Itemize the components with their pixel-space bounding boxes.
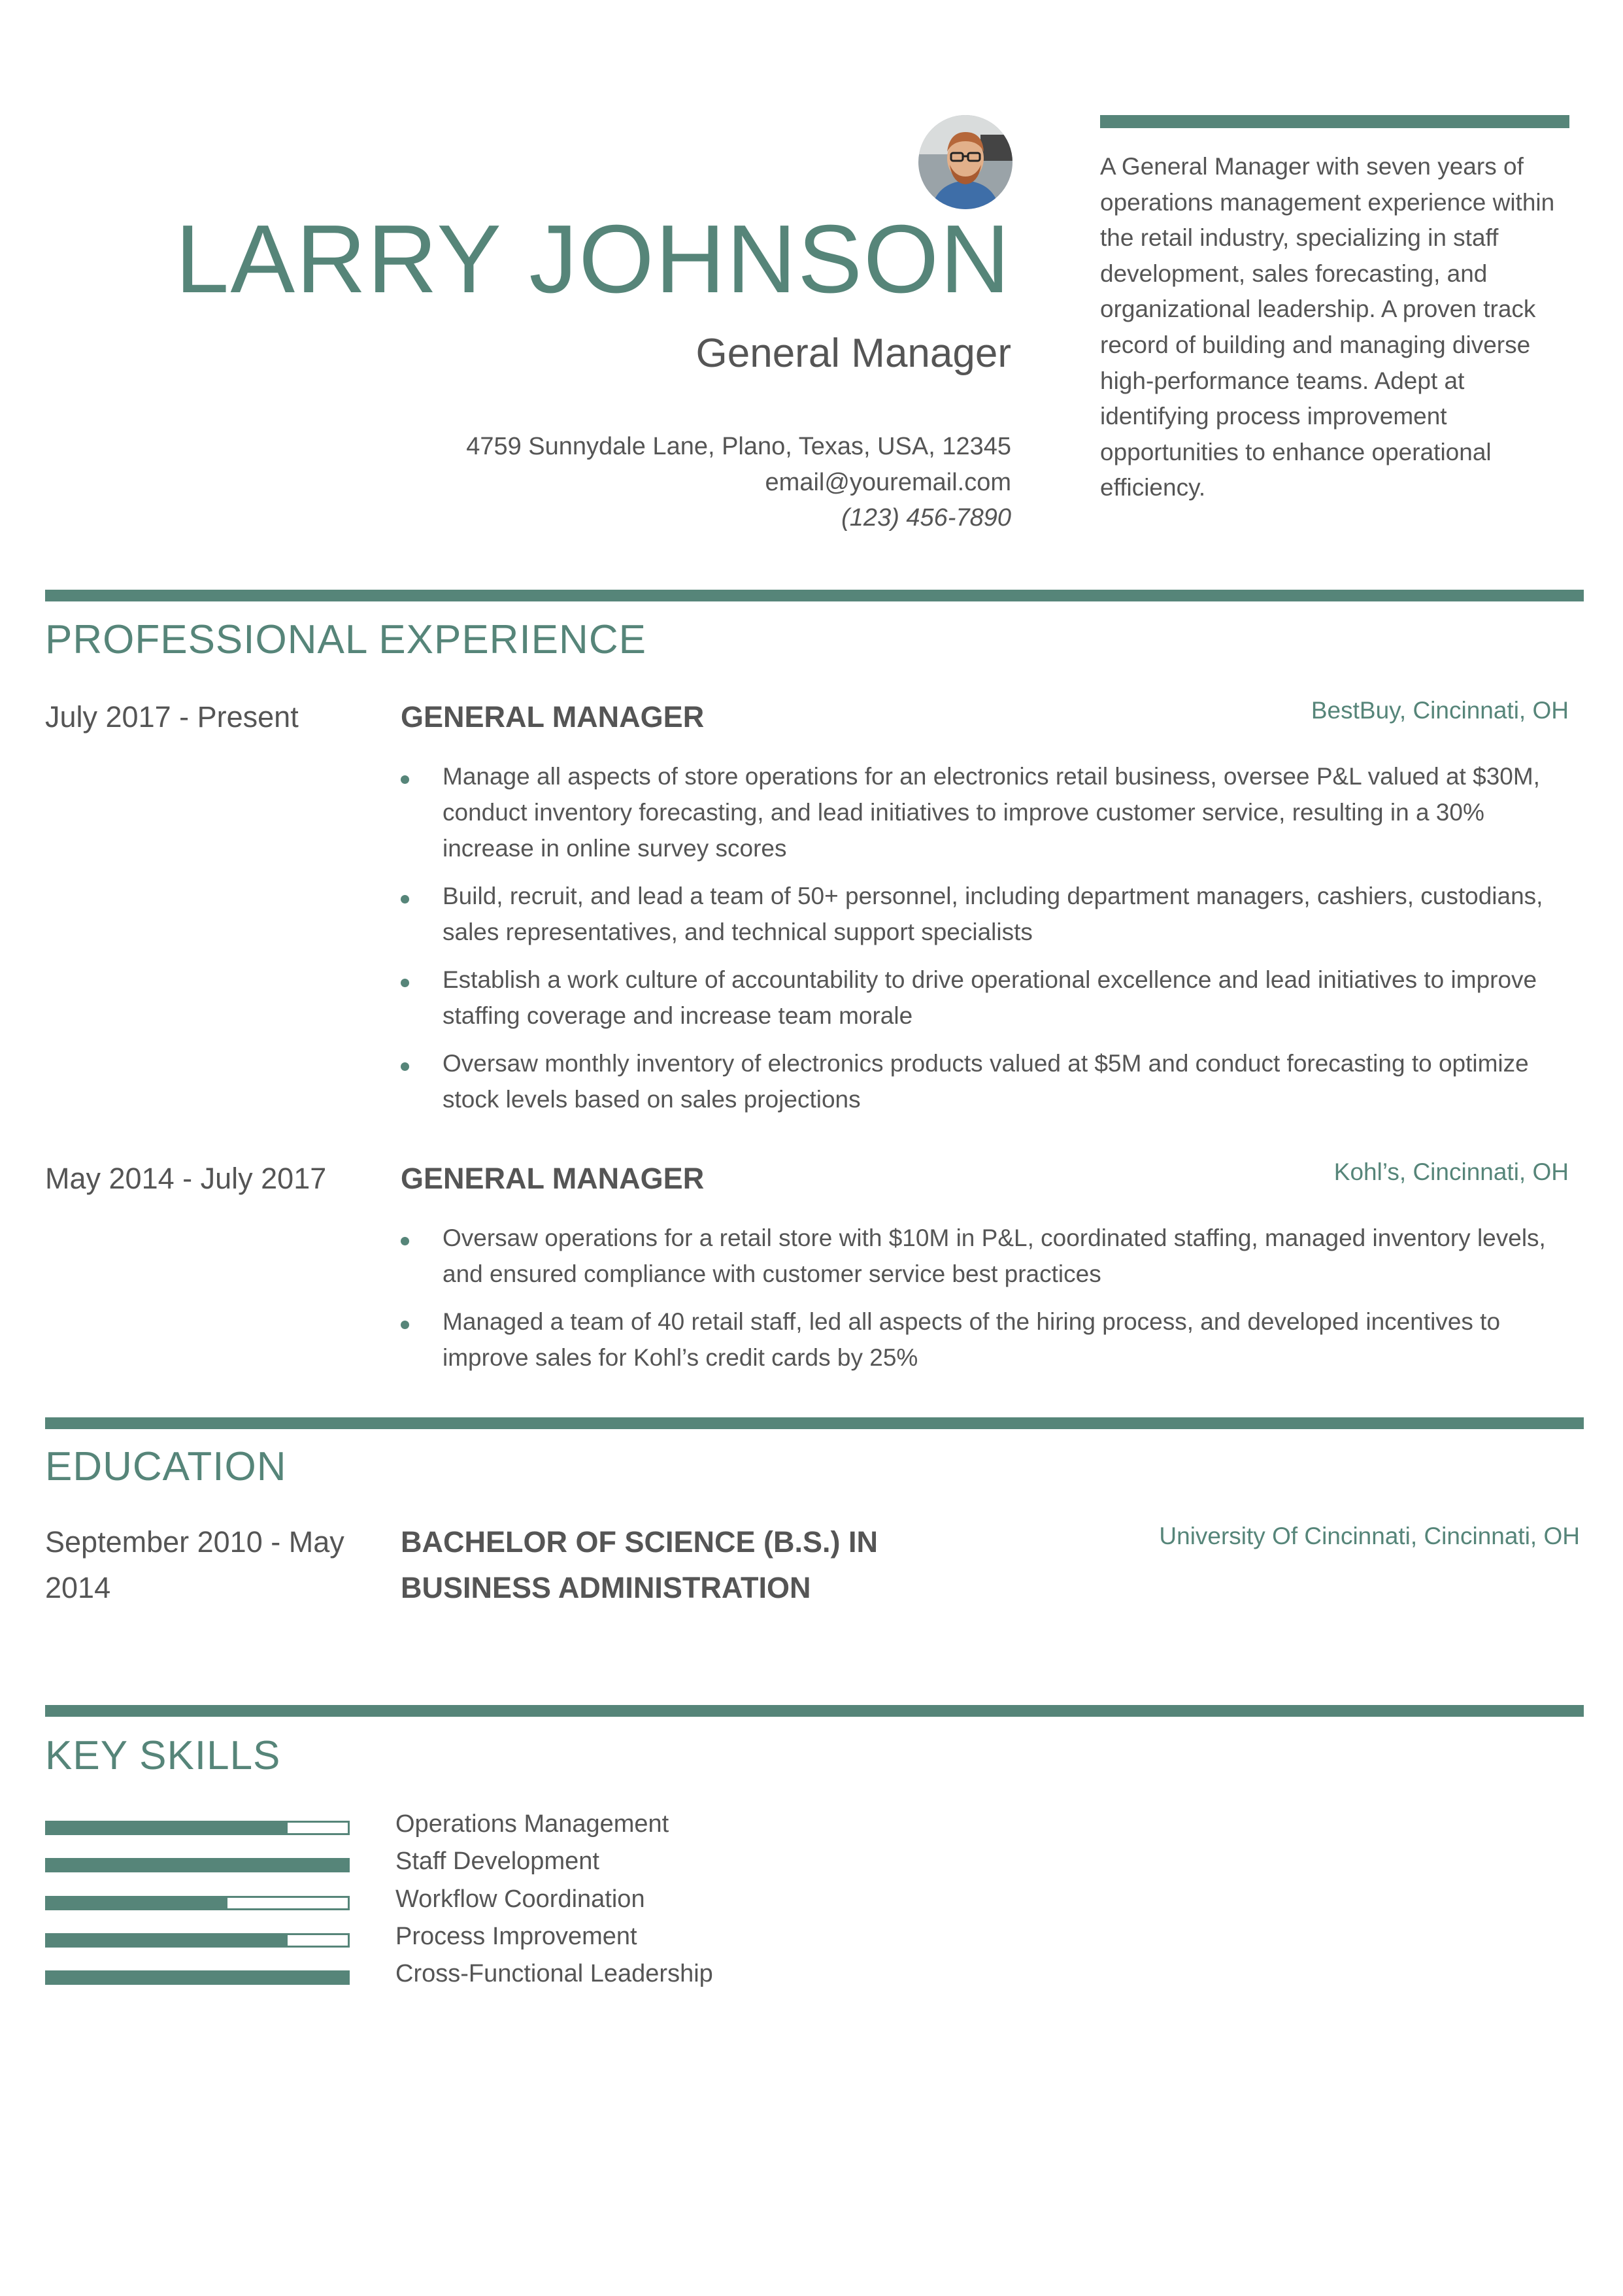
skill-level-bar bbox=[45, 1933, 350, 1948]
job-company: BestBuy, Cincinnati, OH bbox=[1311, 697, 1569, 724]
job-dates: May 2014 - July 2017 bbox=[45, 1162, 327, 1195]
skill-level-fill bbox=[47, 1860, 348, 1870]
skill-level-fill bbox=[47, 1823, 288, 1833]
skill-label: Cross-Functional Leadership bbox=[395, 1960, 713, 1987]
bullet-dot bbox=[401, 979, 409, 987]
degree: BACHELOR OF SCIENCE (B.S.) IN BUSINESS ADMINISTRATION bbox=[401, 1525, 878, 1604]
candidate-title: General Manager bbox=[695, 331, 1011, 376]
skill-level-bar bbox=[45, 1970, 350, 1985]
bullet-dot bbox=[401, 1062, 409, 1071]
skill-row bbox=[45, 1810, 1352, 1852]
bullet-dot bbox=[401, 895, 409, 903]
summary-accent-bar bbox=[1100, 115, 1569, 128]
education-heading: EDUCATION bbox=[45, 1444, 287, 1489]
section-divider bbox=[45, 590, 1584, 601]
list-item: Establish a work culture of accountability to drive operational excellence and lead initiatives to improve staffing coverage and increase team morale bbox=[401, 962, 1571, 1034]
job-bullets bbox=[401, 758, 1571, 1129]
candidate-name: LARRY JOHNSON bbox=[175, 205, 1011, 313]
skill-level-fill bbox=[47, 1972, 348, 1983]
skill-label: Workflow Coordination bbox=[395, 1885, 645, 1913]
email[interactable]: email@youremail.com bbox=[765, 469, 1011, 496]
skill-label: Staff Development bbox=[395, 1848, 599, 1875]
list-item: Oversaw operations for a retail store with $10M in P&L, coordinated staffing, managed inventory levels, and ensured compliance with customer service best practices bbox=[401, 1220, 1571, 1292]
school: University Of Cincinnati, Cincinnati, OH bbox=[1159, 1523, 1580, 1549]
list-item: Manage all aspects of store operations for an electronics retail business, oversee P&L valued at $30M, conduct inventory forecasting, and lead initiatives to improve customer service, resulting in a 30% increase in online survey scores bbox=[401, 758, 1571, 866]
list-item: Oversaw monthly inventory of electronics products valued at $5M and conduct forecasting to optimize stock levels based on sales projections bbox=[401, 1045, 1571, 1117]
job-company: Kohl’s, Cincinnati, OH bbox=[1333, 1158, 1569, 1185]
list-item: Managed a team of 40 retail staff, led all aspects of the hiring process, and developed incentives to improve sales for Kohl’s credit cards by 25% bbox=[401, 1304, 1571, 1376]
skills-heading: KEY SKILLS bbox=[45, 1733, 281, 1778]
profile-photo bbox=[918, 115, 1012, 209]
skill-level-fill bbox=[47, 1935, 288, 1946]
skill-row bbox=[45, 1960, 1352, 2002]
skill-row bbox=[45, 1885, 1352, 1927]
bullet-dot bbox=[401, 775, 409, 784]
bullet-dot bbox=[401, 1321, 409, 1329]
address: 4759 Sunnydale Lane, Plano, Texas, USA, 12345 bbox=[466, 433, 1011, 460]
education-dates: September 2010 - May 2014 bbox=[45, 1525, 344, 1604]
section-divider bbox=[45, 1417, 1584, 1429]
job-bullets bbox=[401, 1220, 1571, 1387]
experience-heading: PROFESSIONAL EXPERIENCE bbox=[45, 617, 646, 662]
summary-text: A General Manager with seven years of operations management experience within the retail industry, specializing in staff development, sales forecasting, and organizational leadership. A proven track record of building and managing diverse high-performance teams. Adept at identifying process improvement opportunities to enhance operational efficiency. bbox=[1100, 153, 1555, 501]
skill-label: Process Improvement bbox=[395, 1923, 637, 1950]
skill-level-bar bbox=[45, 1896, 350, 1910]
skill-row bbox=[45, 1848, 1352, 1889]
skill-level-fill bbox=[47, 1898, 227, 1908]
skill-level-bar bbox=[45, 1858, 350, 1872]
list-item: Build, recruit, and lead a team of 50+ personnel, including department managers, cashiers, custodians, sales representatives, and technical support specialists bbox=[401, 878, 1571, 950]
job-dates: July 2017 - Present bbox=[45, 700, 299, 734]
skill-row bbox=[45, 1923, 1352, 1965]
skill-label: Operations Management bbox=[395, 1810, 669, 1838]
skill-level-bar bbox=[45, 1821, 350, 1835]
job-role: GENERAL MANAGER bbox=[401, 1162, 705, 1195]
job-role: GENERAL MANAGER bbox=[401, 700, 705, 734]
section-divider bbox=[45, 1705, 1584, 1717]
bullet-dot bbox=[401, 1237, 409, 1245]
phone: (123) 456-7890 bbox=[841, 504, 1011, 532]
